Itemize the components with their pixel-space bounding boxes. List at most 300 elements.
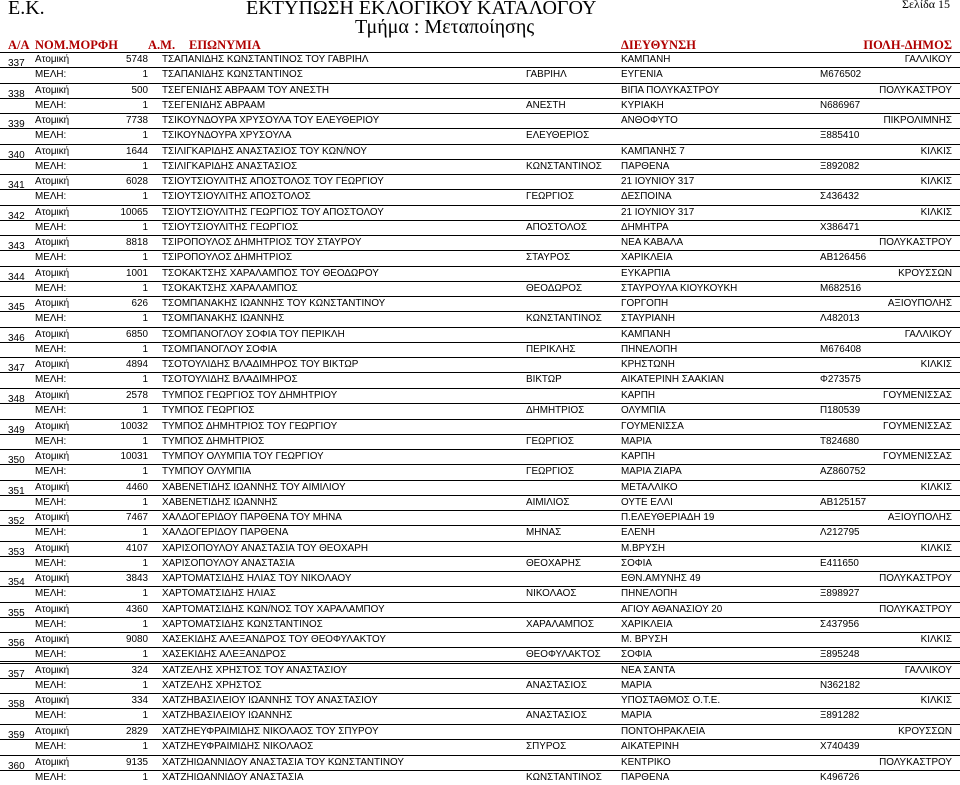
address: ΓΟΥΜΕΝΙΣΣΑ	[621, 420, 684, 432]
member-label: ΜΕΛΗ:	[35, 435, 67, 447]
id-number: Λ482013	[820, 313, 860, 325]
registry-number: 626	[131, 298, 148, 310]
table-row	[0, 83, 960, 114]
company-line	[0, 144, 960, 159]
address: ΑΝΘΟΦΥΤΟ	[621, 115, 678, 127]
address: ΓΟΡΓΟΠΗ	[621, 298, 669, 310]
father-name: ΧΑΡΑΛΑΜΠΟΣ	[526, 618, 594, 630]
table-row	[0, 419, 960, 450]
record-number: 358	[8, 699, 25, 711]
record-number: 347	[8, 363, 25, 375]
table-row	[0, 266, 960, 297]
company-name: ΤΣΟΜΠΑΝΑΚΗΣ ΙΩΑΝΝΗΣ ΤΟΥ ΚΩΝΣΤΑΝΤΙΝΟΥ	[162, 298, 386, 310]
company-name: ΤΣΙΟΥΤΣΙΟΥΛΙΤΗΣ ΑΠΟΣΤΟΛΟΣ ΤΟΥ ΓΕΩΡΓΙΟΥ	[162, 176, 384, 188]
company-name: ΤΣΕΓΕΝΙΔΗΣ ΑΒΡΑΑΜ ΤΟΥ ΑΝΕΣΤΗ	[162, 84, 330, 96]
member-name: ΤΥΜΠΟΥ ΟΛΥΜΠΙΑ	[162, 466, 252, 478]
member-name: ΤΣΟΚΑΚΤΣΗΣ ΧΑΡΑΛΑΜΠΟΣ	[162, 282, 298, 294]
company-name: ΧΑΤΖΗΕΥΦΡΑΙΜΙΔΗΣ ΝΙΚΟΛΑΟΣ ΤΟΥ ΣΠΥΡΟΥ	[162, 726, 379, 738]
record-number: 339	[8, 119, 25, 131]
member-line	[0, 495, 960, 510]
registry-number: 4107	[126, 542, 148, 554]
record-number: 356	[8, 638, 25, 650]
company-name: ΤΣΙΟΥΤΣΙΟΥΛΙΤΗΣ ΓΕΩΡΓΙΟΣ ΤΟΥ ΑΠΟΣΤΟΛΟΥ	[162, 206, 384, 218]
member-count: 1	[142, 252, 148, 264]
mother-name: ΣΤΑΥΡΙΑΝΗ	[621, 313, 676, 325]
col-address: ΔΙΕΥΘΥΝΣΗ	[621, 38, 696, 52]
registry-number: 1644	[126, 145, 148, 157]
record-number: 340	[8, 149, 25, 161]
member-label: ΜΕΛΗ:	[35, 557, 67, 569]
company-name: ΧΑΡΤΟΜΑΤΣΙΔΗΣ ΚΩΝ/ΝΟΣ ΤΟΥ ΧΑΡΑΛΑΜΠΟΥ	[162, 603, 385, 615]
father-name: ΓΕΩΡΓΙΟΣ	[526, 191, 574, 203]
registry-number: 9135	[126, 756, 148, 768]
record-number: 360	[8, 760, 25, 772]
father-name: ΑΙΜΙΛΙΟΣ	[526, 496, 570, 508]
member-line	[0, 281, 960, 296]
member-name: ΧΑΣΕΚΙΔΗΣ ΑΛΕΞΑΝΔΡΟΣ	[162, 649, 287, 661]
member-name: ΤΣΙΡΟΠΟΥΛΟΣ ΔΗΜΗΤΡΙΟΣ	[162, 252, 293, 264]
member-label: ΜΕΛΗ:	[35, 69, 67, 80]
id-number: Μ676502	[820, 69, 862, 80]
col-aa: Α/Α	[8, 38, 30, 52]
member-count: 1	[142, 618, 148, 630]
father-name: ΠΕΡΙΚΛΗΣ	[526, 343, 576, 355]
mother-name: ΠΑΡΘΕΝΑ	[621, 771, 670, 783]
company-name: ΤΣΑΠΑΝΙΔΗΣ ΚΩΝΣΤΑΝΤΙΝΟΣ ΤΟΥ ΓΑΒΡΙΗΛ	[162, 54, 369, 65]
legal-form: Ατομική	[35, 267, 70, 279]
registry-number: 7467	[126, 512, 148, 524]
record-number: 357	[8, 668, 25, 680]
registry-number: 3843	[126, 573, 148, 585]
address: ΥΠΟΣΤΑΘΜΟΣ Ο.Τ.Ε.	[621, 695, 721, 707]
registry-number: 4460	[126, 481, 148, 493]
address: ΠΟΝΤΟΗΡΑΚΛΕΙΑ	[621, 726, 706, 738]
registry-number: 7738	[126, 115, 148, 127]
company-name: ΧΑΤΖΕΛΗΣ ΧΡΗΣΤΟΣ ΤΟΥ ΑΝΑΣΤΑΣΙΟΥ	[162, 664, 348, 676]
member-name: ΤΥΜΠΟΣ ΔΗΜΗΤΡΙΟΣ	[162, 435, 265, 447]
member-count: 1	[142, 130, 148, 142]
member-label: ΜΕΛΗ:	[35, 313, 67, 325]
member-name: ΤΣΑΠΑΝΙΔΗΣ ΚΩΝΣΤΑΝΤΙΝΟΣ	[162, 69, 303, 80]
table-row	[0, 571, 960, 602]
registry-number: 2578	[126, 390, 148, 402]
father-name: ΝΙΚΟΛΑΟΣ	[526, 588, 577, 600]
record-number: 348	[8, 394, 25, 406]
member-line	[0, 770, 960, 785]
mother-name: ΟΥΤΕ ΕΛΛΙ	[621, 496, 673, 508]
member-line	[0, 250, 960, 265]
address: ΚΕΝΤΡΙΚΟ	[621, 756, 671, 768]
report-title: ΕΚΤΥΠΩΣΗ ΕΚΛΟΓΙΚΟΥ ΚΑΤΑΛΟΓΟΥ	[246, 0, 597, 19]
city: ΠΟΛΥΚΑΣΤΡΟΥ	[879, 237, 952, 249]
address: ΚΑΜΠΑΝΗ	[621, 328, 671, 340]
company-line	[0, 52, 960, 67]
registry-number: 334	[131, 695, 148, 707]
company-line	[0, 663, 960, 678]
member-count: 1	[142, 679, 148, 691]
address: ΜΕΤΑΛΛΙΚΟ	[621, 481, 678, 493]
member-line	[0, 556, 960, 571]
member-name: ΤΥΜΠΟΣ ΓΕΩΡΓΙΟΣ	[162, 405, 255, 417]
id-number: Φ273575	[820, 374, 861, 386]
company-name: ΤΣΙΡΟΠΟΥΛΟΣ ΔΗΜΗΤΡΙΟΣ ΤΟΥ ΣΤΑΥΡΟΥ	[162, 237, 362, 249]
id-number: ΑΒ126456	[820, 252, 867, 264]
address: Μ.ΒΡΥΣΗ	[621, 542, 665, 554]
member-count: 1	[142, 221, 148, 233]
registry-number: 500	[131, 84, 148, 96]
record-number: 353	[8, 546, 25, 558]
address: ΚΡΗΣΤΩΝΗ	[621, 359, 675, 371]
page-number: Σελίδα 15	[902, 0, 951, 11]
city: ΠΙΚΡΟΛΙΜΝΗΣ	[883, 115, 952, 127]
company-line	[0, 83, 960, 98]
address: ΝΕΑ ΚΑΒΑΛΑ	[621, 237, 684, 249]
member-name: ΤΣΙΟΥΤΣΙΟΥΛΙΤΗΣ ΑΠΟΣΤΟΛΟΣ	[162, 191, 311, 203]
member-label: ΜΕΛΗ:	[35, 741, 67, 753]
member-label: ΜΕΛΗ:	[35, 710, 67, 722]
mother-name: ΣΟΦΙΑ	[621, 649, 652, 661]
table-row	[0, 602, 960, 633]
father-name: ΚΩΝΣΤΑΝΤΙΝΟΣ	[526, 771, 602, 783]
father-name: ΑΝΕΣΤΗ	[526, 99, 566, 111]
registry-number: 6850	[126, 328, 148, 340]
member-name: ΤΣΙΟΥΤΣΙΟΥΛΙΤΗΣ ΓΕΩΡΓΙΟΣ	[162, 221, 299, 233]
member-count: 1	[142, 282, 148, 294]
father-name: ΚΩΝΣΤΑΝΤΙΝΟΣ	[526, 313, 602, 325]
member-label: ΜΕΛΗ:	[35, 130, 67, 142]
member-count: 1	[142, 160, 148, 172]
table-row	[0, 541, 960, 572]
table-row	[0, 327, 960, 358]
record-number: 359	[8, 730, 25, 742]
registry-number: 10065	[120, 206, 148, 218]
member-label: ΜΕΛΗ:	[35, 221, 67, 233]
legal-form: Ατομική	[35, 328, 70, 340]
address: ΚΑΜΠΑΝΗ	[621, 54, 671, 65]
father-name: ΣΠΥΡΟΣ	[526, 741, 567, 753]
mother-name: ΜΑΡΙΑ	[621, 435, 652, 447]
legal-form: Ατομική	[35, 451, 70, 463]
member-count: 1	[142, 69, 148, 80]
record-number: 342	[8, 210, 25, 222]
table-row	[0, 632, 960, 663]
id-number: Μ682516	[820, 282, 862, 294]
address: 21 ΙΟΥΝΙΟΥ 317	[621, 206, 695, 218]
id-number: Ξ892082	[820, 160, 860, 172]
member-name: ΤΣΙΚΟΥΝΔΟΥΡΑ ΧΡΥΣΟΥΛΑ	[162, 130, 292, 142]
member-name: ΧΑΤΖΗΕΥΦΡΑΙΜΙΔΗΣ ΝΙΚΟΛΑΟΣ	[162, 741, 314, 753]
id-number: Ξ885410	[820, 130, 860, 142]
legal-form: Ατομική	[35, 481, 70, 493]
member-name: ΤΣΙΛΙΓΚΑΡΙΔΗΣ ΑΝΑΣΤΑΣΙΟΣ	[162, 160, 298, 172]
registry-number: 324	[131, 664, 148, 676]
table-row	[0, 205, 960, 236]
id-number: Τ824680	[820, 435, 859, 447]
member-line	[0, 586, 960, 601]
mother-name: ΜΑΡΙΑ	[621, 710, 652, 722]
member-count: 1	[142, 435, 148, 447]
id-number: Χ740439	[820, 741, 860, 753]
legal-form: Ατομική	[35, 512, 70, 524]
id-number: Σ437956	[820, 618, 860, 630]
member-line	[0, 311, 960, 326]
col-reg-number: Α.Μ.	[148, 38, 176, 52]
id-number: Ξ895248	[820, 649, 860, 661]
member-label: ΜΕΛΗ:	[35, 160, 67, 172]
table-row	[0, 480, 960, 511]
mother-name: ΠΑΡΘΕΝΑ	[621, 160, 670, 172]
company-name: ΧΑΤΖΗΒΑΣΙΛΕΙΟΥ ΙΩΑΝΝΗΣ ΤΟΥ ΑΝΑΣΤΑΣΙΟΥ	[162, 695, 378, 707]
member-name: ΧΑΛΔΟΓΕΡΙΔΟΥ ΠΑΡΘΕΝΑ	[162, 527, 289, 539]
legal-form: Ατομική	[35, 542, 70, 554]
company-line	[0, 602, 960, 617]
record-number: 354	[8, 577, 25, 589]
company-line	[0, 541, 960, 556]
legal-form: Ατομική	[35, 390, 70, 402]
address: ΕΘΝ.ΑΜΥΝΗΣ 49	[621, 573, 701, 585]
report-subtitle: Τμήμα : Μεταποίησης	[355, 16, 535, 38]
city: ΓΑΛΛΙΚΟΥ	[904, 328, 952, 340]
company-line	[0, 266, 960, 281]
father-name: ΕΛΕΥΘΕΡΙΟΣ	[526, 130, 590, 142]
father-name: ΑΝΑΣΤΑΣΙΟΣ	[526, 710, 587, 722]
member-name: ΧΑΡΤΟΜΑΤΣΙΔΗΣ ΗΛΙΑΣ	[162, 588, 276, 600]
city: ΚΙΛΚΙΣ	[920, 481, 952, 493]
company-line	[0, 235, 960, 253]
member-label: ΜΕΛΗ:	[35, 588, 67, 600]
member-line	[0, 67, 960, 82]
address: ΝΕΑ ΣΑΝΤΑ	[621, 664, 676, 676]
city: ΓΟΥΜΕΝΙΣΣΑΣ	[883, 451, 952, 463]
member-count: 1	[142, 649, 148, 661]
mother-name: ΑΙΚΑΤΕΡΙΝΗ ΣΑΑΚΙΑΝ	[621, 374, 725, 386]
legal-form: Ατομική	[35, 206, 70, 218]
member-line	[0, 434, 960, 449]
column-headers	[0, 38, 960, 52]
city: ΓΟΥΜΕΝΙΣΣΑΣ	[883, 420, 952, 432]
company-name: ΧΑΒΕΝΕΤΙΔΗΣ ΙΩΑΝΝΗΣ ΤΟΥ ΑΙΜΙΛΙΟΥ	[162, 481, 346, 493]
legal-form: Ατομική	[35, 176, 70, 188]
member-label: ΜΕΛΗ:	[35, 343, 67, 355]
address: ΕΥΚΑΡΠΙΑ	[621, 267, 671, 279]
member-label: ΜΕΛΗ:	[35, 496, 67, 508]
father-name: ΣΤΑΥΡΟΣ	[526, 252, 571, 264]
table-row	[0, 755, 960, 785]
company-line	[0, 296, 960, 314]
id-number: Μ676408	[820, 343, 862, 355]
address: Π.ΕΛΕΥΘΕΡΙΑΔΗ 19	[621, 512, 715, 524]
legal-form: Ατομική	[35, 298, 70, 310]
member-name: ΤΣΟΜΠΑΝΟΓΛΟΥ ΣΟΦΙΑ	[162, 343, 278, 355]
member-name: ΧΑΤΖΗΙΩΑΝΝΙΔΟΥ ΑΝΑΣΤΑΣΙΑ	[162, 771, 304, 783]
legal-form: Ατομική	[35, 603, 70, 615]
member-label: ΜΕΛΗ:	[35, 252, 67, 264]
record-number: 351	[8, 485, 25, 497]
city: ΓΟΥΜΕΝΙΣΣΑΣ	[883, 390, 952, 402]
company-name: ΧΑΛΔΟΓΕΡΙΔΟΥ ΠΑΡΘΕΝΑ ΤΟΥ ΜΗΝΑ	[162, 512, 342, 524]
id-number: Σ436432	[820, 191, 860, 203]
member-count: 1	[142, 374, 148, 386]
mother-name: ΕΥΓΕΝΙΑ	[621, 69, 663, 80]
record-number: 350	[8, 455, 25, 467]
member-name: ΤΣΟΜΠΑΝΑΚΗΣ ΙΩΑΝΝΗΣ	[162, 313, 285, 325]
member-count: 1	[142, 771, 148, 783]
company-name: ΧΑΡΙΣΟΠΟΥΛΟΥ ΑΝΑΣΤΑΣΙΑ ΤΟΥ ΘΕΟΧΑΡΗ	[162, 542, 368, 554]
registry-number: 4360	[126, 603, 148, 615]
city: ΚΡΟΥΣΣΩΝ	[898, 267, 952, 279]
member-label: ΜΕΛΗ:	[35, 679, 67, 691]
city: ΚΙΛΚΙΣ	[920, 206, 952, 218]
member-label: ΜΕΛΗ:	[35, 374, 67, 386]
legal-form: Ατομική	[35, 54, 70, 65]
company-line	[0, 632, 960, 650]
table-row	[0, 663, 960, 694]
company-line	[0, 755, 960, 770]
mother-name: ΑΙΚΑΤΕΡΙΝΗ	[621, 741, 679, 753]
registry-number: 2829	[126, 726, 148, 738]
company-line	[0, 693, 960, 711]
father-name: ΘΕΟΦΥΛΑΚΤΟΣ	[526, 649, 601, 661]
address: 21 ΙΟΥΝΙΟΥ 317	[621, 176, 695, 188]
city: ΠΟΛΥΚΑΣΤΡΟΥ	[879, 603, 952, 615]
id-number: Λ212795	[820, 527, 860, 539]
id-number: ΑΒ125157	[820, 496, 867, 508]
company-line	[0, 510, 960, 528]
city: ΑΞΙΟΥΠΟΛΗΣ	[887, 298, 952, 310]
legal-form: Ατομική	[35, 145, 70, 157]
member-line	[0, 342, 960, 357]
id-number: Ν362182	[820, 679, 861, 691]
legal-form: Ατομική	[35, 359, 70, 371]
col-legal-form: ΝΟΜ.ΜΟΡΦΗ	[35, 38, 118, 52]
table-row	[0, 296, 960, 327]
col-city: ΠΟΛΗ-ΔΗΜΟΣ	[863, 38, 952, 52]
id-number: Ε411650	[820, 557, 859, 569]
record-number: 344	[8, 271, 25, 283]
legal-form: Ατομική	[35, 695, 70, 707]
legal-form: Ατομική	[35, 115, 70, 127]
father-name: ΓΑΒΡΙΗΛ	[526, 69, 567, 80]
record-number: 349	[8, 424, 25, 436]
mother-name: ΜΑΡΙΑ ΖΙΑΡΑ	[621, 466, 682, 478]
address: ΒΙΠΑ ΠΟΛΥΚΑΣΤΡΟΥ	[621, 84, 720, 96]
member-name: ΧΑΡΙΣΟΠΟΥΛΟΥ ΑΝΑΣΤΑΣΙΑ	[162, 557, 295, 569]
mother-name: ΕΛΕΝΗ	[621, 527, 656, 539]
table-row	[0, 235, 960, 266]
address: Μ. ΒΡΥΣΗ	[621, 634, 668, 646]
member-label: ΜΕΛΗ:	[35, 99, 67, 111]
record-number: 355	[8, 607, 25, 619]
address: ΚΑΜΠΑΝΗΣ 7	[621, 145, 685, 157]
table-row	[0, 693, 960, 724]
registry-number: 6028	[126, 176, 148, 188]
id-number: Ξ891282	[820, 710, 860, 722]
father-name: ΑΝΑΣΤΑΣΙΟΣ	[526, 679, 587, 691]
legal-form: Ατομική	[35, 237, 70, 249]
member-label: ΜΕΛΗ:	[35, 191, 67, 203]
table-row	[0, 724, 960, 755]
company-name: ΧΑΣΕΚΙΔΗΣ ΑΛΕΞΑΝΔΡΟΣ ΤΟΥ ΘΕΟΦΥΛΑΚΤΟΥ	[162, 634, 386, 646]
member-count: 1	[142, 710, 148, 722]
mother-name: ΜΑΡΙΑ	[621, 679, 652, 691]
mother-name: ΣΟΦΙΑ	[621, 557, 652, 569]
member-line	[0, 617, 960, 632]
table-row	[0, 510, 960, 541]
father-name: ΑΠΟΣΤΟΛΟΣ	[526, 221, 588, 233]
company-line	[0, 174, 960, 192]
company-line	[0, 419, 960, 434]
address: ΑΓΙΟΥ ΑΘΑΝΑΣΙΟΥ 20	[621, 603, 723, 615]
mother-name: ΠΗΝΕΛΟΠΗ	[621, 343, 678, 355]
company-name: ΧΑΤΖΗΙΩΑΝΝΙΔΟΥ ΑΝΑΣΤΑΣΙΑ ΤΟΥ ΚΩΝΣΤΑΝΤΙΝΟΥ	[162, 756, 404, 768]
company-name: ΤΣΟΤΟΥΛΙΔΗΣ ΒΛΑΔΙΜΗΡΟΣ ΤΟΥ ΒΙΚΤΩΡ	[162, 359, 359, 371]
company-line	[0, 388, 960, 406]
member-line	[0, 708, 960, 723]
member-count: 1	[142, 191, 148, 203]
member-count: 1	[142, 557, 148, 569]
table-row	[0, 52, 960, 83]
registry-number: 4894	[126, 359, 148, 371]
company-line	[0, 480, 960, 495]
city: ΓΑΛΛΙΚΟΥ	[904, 664, 952, 676]
father-name: ΘΕΟΔΩΡΟΣ	[526, 282, 583, 294]
member-line	[0, 220, 960, 235]
member-count: 1	[142, 527, 148, 539]
record-number: 346	[8, 332, 25, 344]
father-name: ΚΩΝΣΤΑΝΤΙΝΟΣ	[526, 160, 602, 172]
member-count: 1	[142, 741, 148, 753]
company-line	[0, 327, 960, 342]
registry-number: 10031	[120, 451, 148, 463]
report-code: Ε.Κ.	[8, 0, 45, 19]
city: ΚΙΛΚΙΣ	[920, 176, 952, 188]
company-name: ΤΣΙΛΙΓΚΑΡΙΔΗΣ ΑΝΑΣΤΑΣΙΟΣ ΤΟΥ ΚΩΝ/ΝΟΥ	[162, 145, 367, 157]
member-name: ΧΑΡΤΟΜΑΤΣΙΔΗΣ ΚΩΝΣΤΑΝΤΙΝΟΣ	[162, 618, 323, 630]
city: ΚΙΛΚΙΣ	[920, 359, 952, 371]
mother-name: ΔΕΣΠΟΙΝΑ	[621, 191, 672, 203]
company-name: ΧΑΡΤΟΜΑΤΣΙΔΗΣ ΗΛΙΑΣ ΤΟΥ ΝΙΚΟΛΑΟΥ	[162, 573, 352, 585]
city: ΠΟΛΥΚΑΣΤΡΟΥ	[879, 756, 952, 768]
address: ΚΑΡΠΗ	[621, 451, 656, 463]
company-line	[0, 205, 960, 220]
mother-name: ΣΤΑΥΡΟΥΛΑ ΚΙΟΥΚΟΥΚΗ	[621, 282, 738, 294]
father-name: ΓΕΩΡΓΙΟΣ	[526, 466, 574, 478]
legal-form: Ατομική	[35, 726, 70, 738]
member-count: 1	[142, 496, 148, 508]
member-label: ΜΕΛΗ:	[35, 649, 67, 661]
member-name: ΧΑΤΖΗΒΑΣΙΛΕΙΟΥ ΙΩΑΝΝΗΣ	[162, 710, 293, 722]
records-list	[0, 52, 960, 785]
member-name: ΧΑΤΖΕΛΗΣ ΧΡΗΣΤΟΣ	[162, 679, 262, 691]
member-line	[0, 403, 960, 418]
member-label: ΜΕΛΗ:	[35, 405, 67, 417]
record-number: 345	[8, 302, 25, 314]
member-line	[0, 372, 960, 387]
city: ΚΙΛΚΙΣ	[920, 695, 952, 707]
member-count: 1	[142, 99, 148, 111]
member-name: ΧΑΒΕΝΕΤΙΔΗΣ ΙΩΑΝΝΗΣ	[162, 496, 278, 508]
member-label: ΜΕΛΗ:	[35, 771, 67, 783]
registry-number: 9080	[126, 634, 148, 646]
id-number: Κ496726	[820, 771, 860, 783]
table-row	[0, 113, 960, 144]
member-name: ΤΣΟΤΟΥΛΙΔΗΣ ΒΛΑΔΙΜΗΡΟΣ	[162, 374, 298, 386]
legal-form: Ατομική	[35, 573, 70, 585]
city: ΠΟΛΥΚΑΣΤΡΟΥ	[879, 84, 952, 96]
company-name: ΤΥΜΠΟΣ ΓΕΩΡΓΙΟΣ ΤΟΥ ΔΗΜΗΤΡΙΟΥ	[162, 390, 338, 402]
member-line	[0, 525, 960, 540]
id-number: Ν686967	[820, 99, 861, 111]
